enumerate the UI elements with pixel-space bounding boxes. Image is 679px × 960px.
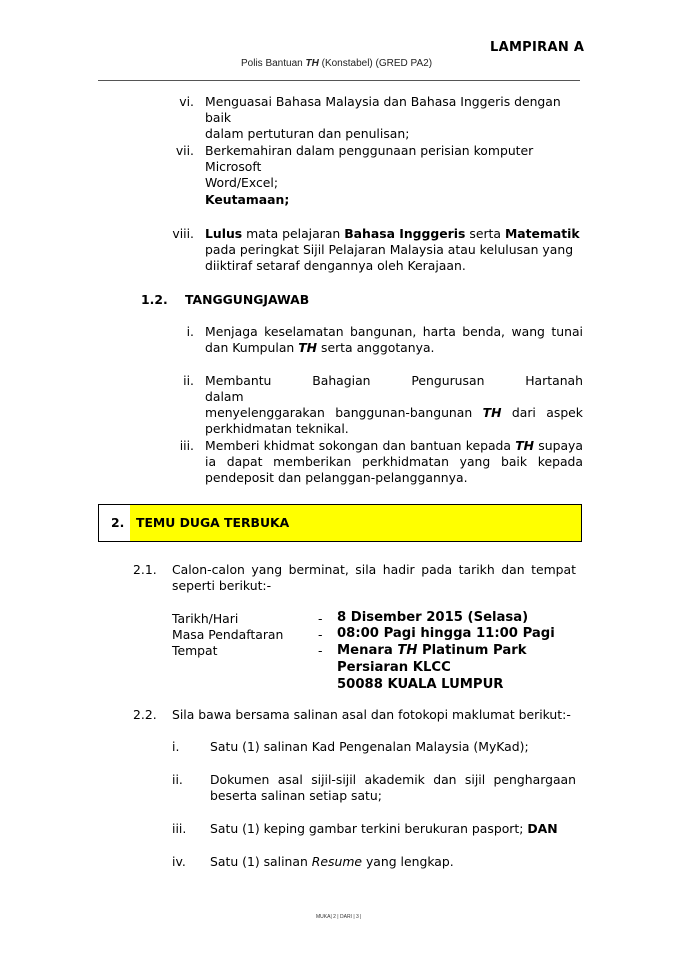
lampiran-label: LAMPIRAN A bbox=[490, 40, 585, 55]
duty-iii-line1: Memberi khidmat sokongan dan bantuan kepada TH supaya bbox=[205, 438, 583, 453]
section-2-heading-box bbox=[98, 504, 582, 542]
item-viii-line3: diiktiraf setaraf dengannya oleh Kerajaan. bbox=[205, 258, 466, 273]
duty-number-ii: ii. bbox=[183, 373, 194, 388]
doc-iii-text: Satu (1) keping gambar terkini berukuran pasport; DAN bbox=[210, 821, 558, 836]
subtitle-th: TH bbox=[305, 58, 319, 69]
schedule-dash-2: - bbox=[318, 627, 323, 642]
doc-number-iii: iii. bbox=[172, 821, 187, 836]
para-2-1-number: 2.1. bbox=[133, 562, 157, 577]
doc-ii-text bbox=[210, 772, 576, 804]
duty-ii-line3: perkhidmatan teknikal. bbox=[205, 421, 349, 436]
section-2-title-cell bbox=[130, 505, 581, 541]
item-number-vi: vi. bbox=[179, 94, 194, 109]
duty-i-line2: dan Kumpulan TH serta anggotanya. bbox=[205, 340, 435, 355]
doc-i-text: Satu (1) salinan Kad Pengenalan Malaysia (MyKad); bbox=[210, 739, 529, 754]
para-2-2-number: 2.2. bbox=[133, 707, 157, 722]
schedule-value-masa: 08:00 Pagi hingga 11:00 Pagi bbox=[337, 626, 555, 641]
duty-number-iii: iii. bbox=[179, 438, 194, 453]
header-divider bbox=[98, 80, 580, 81]
schedule-dash-3: - bbox=[318, 643, 323, 658]
duty-number-i: i. bbox=[186, 324, 194, 339]
section-2-number-cell bbox=[99, 505, 131, 541]
item-viii-text bbox=[205, 226, 585, 274]
item-vi-text bbox=[205, 94, 585, 142]
item-vii-line2: Word/Excel; bbox=[205, 175, 279, 190]
para-2-2-text: Sila bawa bersama salinan asal dan fotokopi maklumat berikut:- bbox=[172, 707, 571, 722]
tempat-line1: Menara TH Platinum Park bbox=[337, 643, 527, 658]
item-vii-text bbox=[205, 143, 585, 191]
item-number-viii: viii. bbox=[172, 226, 194, 241]
duty-i-line1: Menjaga keselamatan bangunan, harta benda, wang tunai bbox=[205, 324, 583, 339]
subtitle-text-post: (Konstabel) (GRED PA2) bbox=[318, 58, 433, 69]
keutamaan-heading: Keutamaan; bbox=[205, 192, 290, 207]
item-vi-line1: Menguasai Bahasa Malaysia dan Bahasa Inggeris dengan baik bbox=[205, 94, 561, 125]
para-2-1-text bbox=[172, 562, 576, 594]
doc-number-ii: ii. bbox=[172, 772, 183, 787]
duty-iii-line2: ia dapat memberikan perkhidmatan yang baik kepada bbox=[205, 454, 583, 469]
tempat-line3: 50088 KUALA LUMPUR bbox=[337, 677, 504, 692]
duty-ii-line2: menyelenggarakan banggunan-bangunan TH dari aspek bbox=[205, 405, 583, 420]
schedule-label-tempat: Tempat bbox=[172, 643, 218, 658]
duty-ii-line1: Membantu Bahagian Pengurusan Hartanah dalam bbox=[205, 373, 583, 404]
schedule-label-tarikh: Tarikh/Hari bbox=[172, 611, 239, 626]
schedule-value-tempat bbox=[337, 642, 527, 693]
section-1-2-title: TANGGUNGJAWAB bbox=[185, 292, 310, 307]
subtitle-text: Polis Bantuan bbox=[241, 58, 306, 69]
doc-ii-line1: Dokumen asal sijil-sijil akademik dan sijil penghargaan bbox=[210, 772, 576, 787]
section-2-number: 2. bbox=[111, 515, 125, 530]
item-viii-line2: pada peringkat Sijil Pelajaran Malaysia atau kelulusan yang bbox=[205, 242, 574, 257]
duty-iii-line3: pendeposit dan pelanggan-pelanggannya. bbox=[205, 470, 468, 485]
schedule-value-tarikh: 8 Disember 2015 (Selasa) bbox=[337, 610, 529, 625]
schedule-label-masa: Masa Pendaftaran bbox=[172, 627, 284, 642]
tempat-line2: Persiaran KLCC bbox=[337, 660, 451, 675]
doc-iv-text: Satu (1) salinan Resume yang lengkap. bbox=[210, 854, 454, 869]
para-2-1-line2: seperti berikut:- bbox=[172, 578, 272, 593]
section-2-title: TEMU DUGA TERBUKA bbox=[136, 515, 290, 530]
item-vi-line2: dalam pertuturan dan penulisan; bbox=[205, 126, 410, 141]
item-number-vii: vii. bbox=[175, 143, 194, 158]
item-viii-line1: Lulus mata pelajaran Bahasa Ingggeris serta Matematik bbox=[205, 226, 580, 241]
document-subtitle bbox=[241, 56, 432, 72]
section-1-2-number: 1.2. bbox=[141, 292, 168, 307]
duty-iii-text bbox=[205, 438, 583, 486]
item-vii-line1: Berkemahiran dalam penggunaan perisian komputer Microsoft bbox=[205, 143, 534, 174]
para-2-1-line1: Calon-calon yang berminat, sila hadir pada tarikh dan tempat bbox=[172, 562, 576, 577]
duty-i-text bbox=[205, 324, 583, 356]
duty-ii-text bbox=[205, 373, 583, 437]
schedule-dash-1: - bbox=[318, 611, 323, 626]
doc-number-i: i. bbox=[172, 739, 180, 754]
doc-number-iv: iv. bbox=[172, 854, 186, 869]
doc-ii-line2: beserta salinan setiap satu; bbox=[210, 788, 382, 803]
page-number-footer: MUKA| 2 | DARI | 3 | bbox=[316, 914, 362, 920]
